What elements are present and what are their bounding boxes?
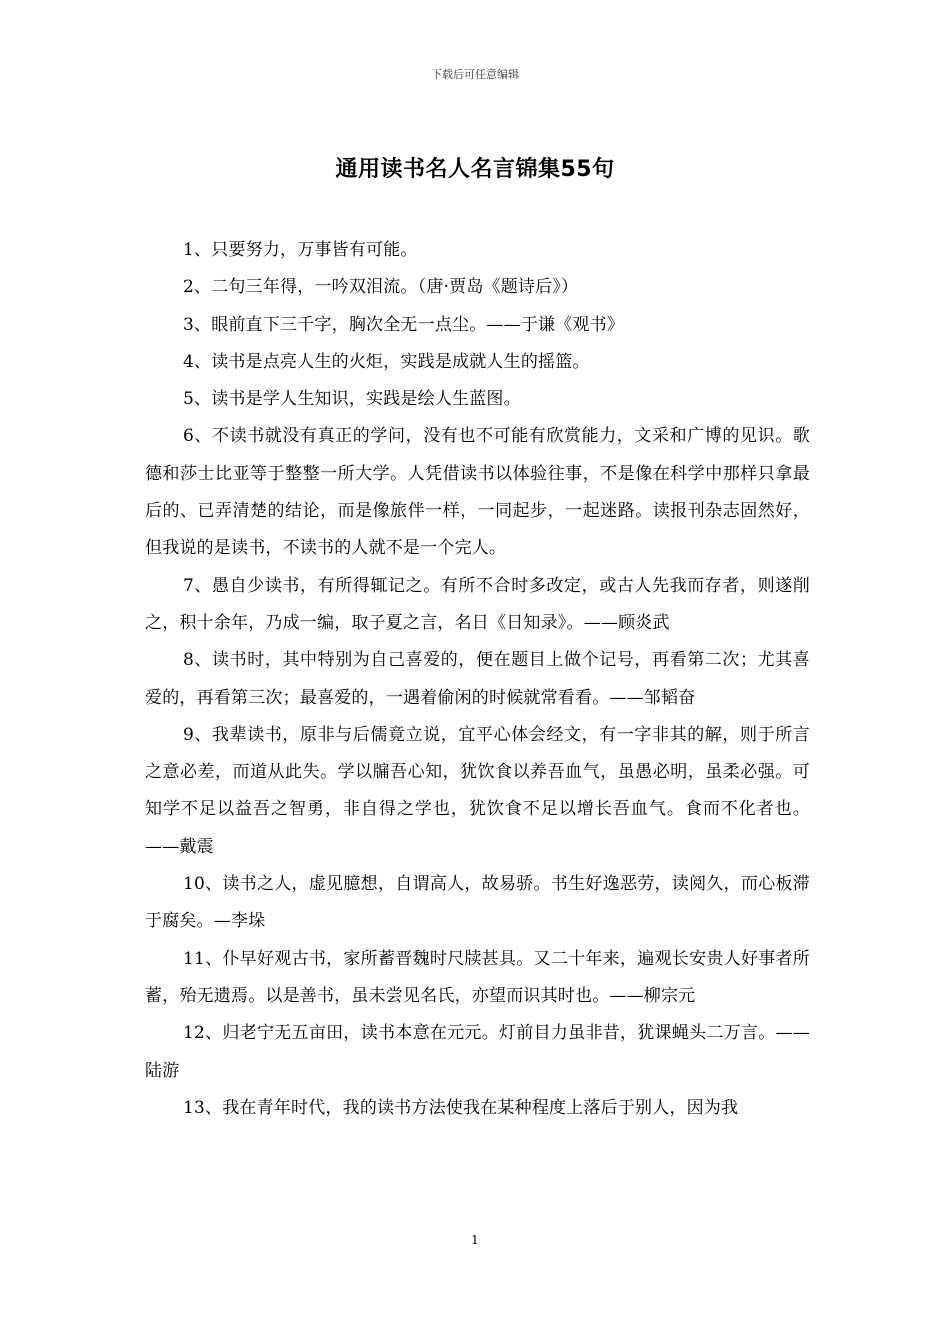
quote-paragraph: 3、眼前直下三千字，胸次全无一点尘。——于谦《观书》 <box>183 314 625 335</box>
document-body <box>145 232 810 1127</box>
quote-paragraph: 8、读书时，其中特别为自己喜爱的，便在题目上做个记号，再看第二次；尤其喜爱的，再看第三次；最喜爱的，一遇着偷闲的时候就常看看。——邹韬奋 <box>145 650 810 708</box>
quote-paragraph: 2、二句三年得，一吟双泪流。（唐·贾岛《题诗后》） <box>183 277 579 298</box>
quote-paragraph: 12、归老宁无五亩田，读书本意在元元。灯前目力虽非昔，犹课蝇头二万言。——陆游 <box>145 1023 810 1081</box>
quote-paragraph: 5、读书是学人生知识，实践是绘人生蓝图。 <box>183 389 521 410</box>
quote-paragraph: 6、不读书就没有真正的学问，没有也不可能有欣赏能力，文采和广博的见识。歌德和莎士比亚等于整整一所大学。人凭借读书以体验往事，不是像在科学中那样只拿最后的、已弄清楚的结论，而是像旅伴一样，一同起步，一起迷路。读报刊杂志固然好，但我说的是读书，不读书的人就不是一个完人。 <box>145 426 810 559</box>
quote-paragraph: 11、仆早好观古书，家所蓄晋魏时尺牍甚具。又二十年来，遍观长安贵人好事者所蓄，殆无遗焉。以是善书，虽未尝见名氏，亦望而识其时也。——柳宗元 <box>145 948 810 1006</box>
quote-paragraph: 1、只要努力，万事皆有可能。 <box>183 240 418 260</box>
page-number: 1 <box>471 1233 479 1247</box>
quote-paragraph: 4、读书是点亮人生的火炬，实践是成就人生的摇篮。 <box>183 351 590 372</box>
quote-paragraph: 13、我在青年时代，我的读书方法使我在某种程度上落后于别人，因为我 <box>183 1097 739 1118</box>
quote-paragraph: 10、读书之人，虚见臆想，自谓高人，故易骄。书生好逸恶劳，读阅久，而心板滞于腐矣。—李垛 <box>145 874 810 932</box>
quote-paragraph: 7、愚自少读书，有所得辄记之。有所不合时多改定，或古人先我而存者，则遂削之，积十余年，乃成一编，取子夏之言，名日《日知录》。——顾炎武 <box>145 575 810 633</box>
page-header: 下载后可任意编辑 <box>431 68 519 81</box>
quote-paragraph: 9、我辈读书，原非与后儒竟立说，宜平心体会经文，有一字非其的解，则于所言之意必差，而道从此失。学以牖吾心知，犹饮食以养吾血气，虽愚必明，虽柔必强。可知学不足以益吾之智勇，非自得之学也，犹饮食不足以增长吾血气。食而不化者也。——戴震 <box>145 724 810 857</box>
document-title: 通用读书名人名言锦集55句 <box>335 157 615 182</box>
